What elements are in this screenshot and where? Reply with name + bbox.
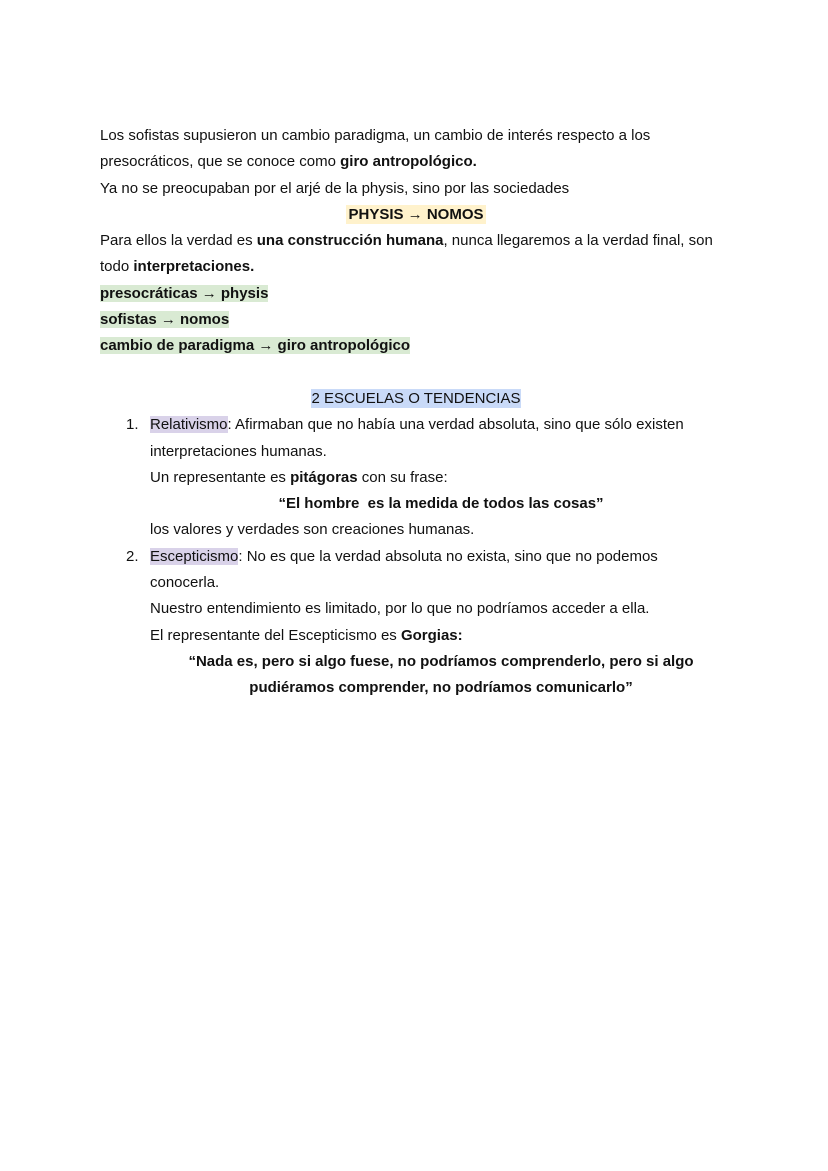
section-title: 2 ESCUELAS O TENDENCIAS: [311, 389, 521, 407]
text: Un representante es: [150, 468, 291, 486]
text: conocerla.: [150, 574, 220, 592]
summary-line: [100, 333, 732, 359]
quote-line: [100, 491, 732, 517]
list-line: [100, 596, 732, 622]
bold-text: giro antropológico.: [340, 153, 477, 171]
term-highlight: Escepticismo: [150, 547, 239, 565]
bold-text: interpretaciones.: [133, 258, 255, 276]
bold-text: Gorgias:: [400, 626, 463, 644]
quote: “El hombre es la medida de todos las cosas”: [278, 495, 604, 513]
summary-line: [100, 281, 732, 307]
paragraph-line: [100, 176, 732, 202]
quote-line: [100, 675, 732, 701]
quote: pudiéramos comprender, no podríamos comunicarlo”: [249, 679, 633, 697]
summary-line: [100, 307, 732, 333]
quote-line: [100, 649, 732, 675]
list-item: [100, 412, 732, 438]
list-line: [100, 570, 732, 596]
highlight-summary: cambio de paradigma → giro antropológico: [100, 337, 411, 355]
list-line: [100, 623, 732, 649]
text: interpretaciones humanas.: [150, 442, 327, 460]
text: con su frase:: [357, 468, 448, 486]
text: : Afirmaban que no había una verdad absoluta, sino que sólo existen: [227, 416, 684, 434]
section-title-line: [100, 386, 732, 412]
list-line: [100, 517, 732, 543]
text: , nunca llegaremos a la verdad final, son: [443, 232, 713, 250]
text: Nuestro entendimiento es limitado, por lo que no podríamos acceder a ella.: [150, 600, 650, 618]
text: Ya no se preocupaban por el arjé de la physis, sino por las sociedades: [100, 179, 570, 197]
paragraph-line: [100, 149, 732, 175]
highlight-summary: sofistas → nomos: [100, 311, 230, 329]
text: todo: [100, 258, 134, 276]
highlight-summary: presocráticas → physis: [100, 284, 269, 302]
list-line: [100, 465, 732, 491]
document-page: [100, 123, 732, 702]
blank-line: [100, 360, 732, 386]
list-number: 2.: [126, 547, 139, 565]
text: El representante del Escepticismo es: [150, 626, 401, 644]
highlight-physis-nomos: PHYSIS → NOMOS: [348, 205, 484, 223]
text: Para ellos la verdad es: [100, 232, 257, 250]
centered-line: [100, 202, 732, 228]
bold-text: pitágoras: [290, 468, 358, 486]
text: Los sofistas supusieron un cambio paradigma, un cambio de interés respecto a los: [100, 127, 651, 144]
bold-text: una construcción humana: [256, 232, 444, 250]
text: los valores y verdades son creaciones humanas.: [150, 521, 475, 539]
list-number: 1.: [126, 416, 139, 434]
quote: “Nada es, pero si algo fuese, no podríamos comprenderlo, pero si algo: [188, 652, 694, 670]
paragraph-line: [100, 123, 732, 149]
term-highlight: Relativismo: [150, 416, 228, 434]
list-item: [100, 544, 732, 570]
text: presocráticos, que se conoce como: [100, 153, 341, 171]
paragraph-line: [100, 254, 732, 280]
paragraph-line: [100, 228, 732, 254]
list-line: [100, 439, 732, 465]
text: : No es que la verdad absoluta no exista, sino que no podemos: [238, 547, 658, 565]
